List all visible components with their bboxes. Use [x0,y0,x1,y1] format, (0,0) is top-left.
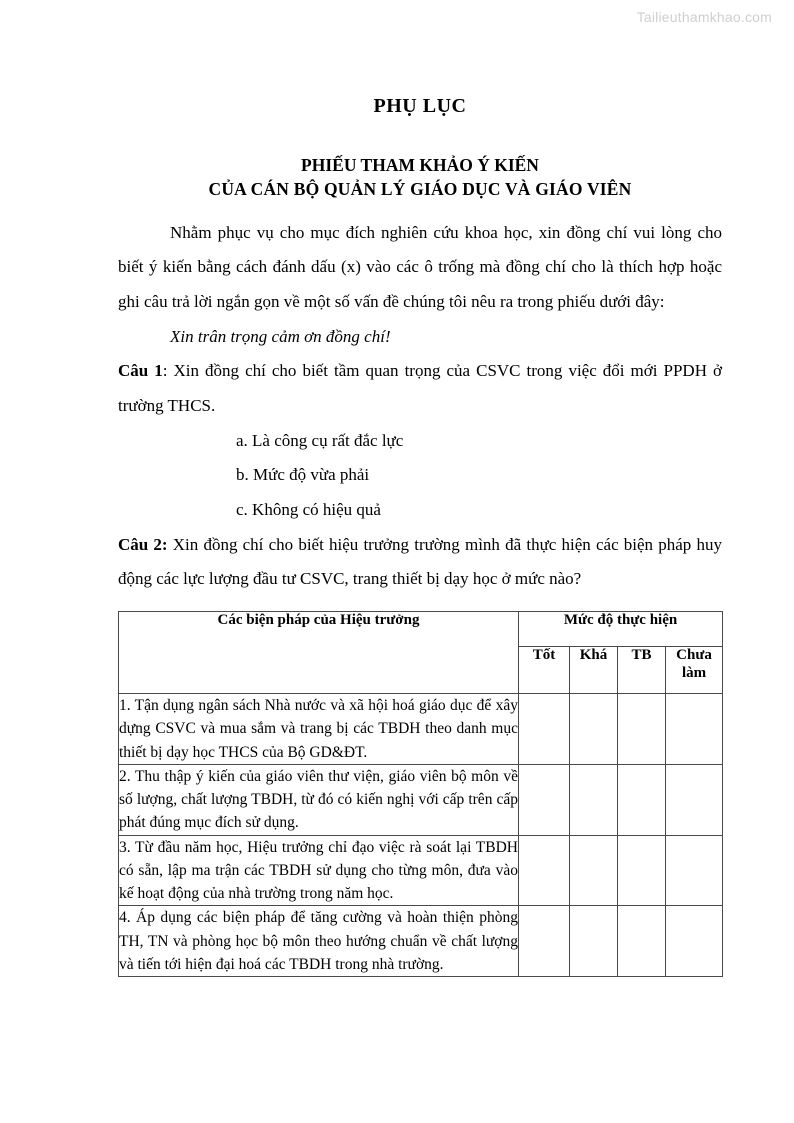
checkbox-cell-2-chua-lam[interactable] [666,764,723,835]
table-row [119,906,723,977]
table-row [119,835,723,906]
checkbox-cell-2-kha[interactable] [570,764,618,835]
checkbox-cell-3-tot[interactable] [519,835,570,906]
checkbox-cell-1-chua-lam[interactable] [666,694,723,765]
subtitle-line-2: CỦA CÁN BỘ QUẢN LÝ GIÁO DỤC VÀ GIÁO VIÊN [208,178,632,199]
checkbox-cell-2-tot[interactable] [519,764,570,835]
checkbox-cell-3-chua-lam[interactable] [666,835,723,906]
checkbox-cell-4-tot[interactable] [519,906,570,977]
checkbox-cell-2-tb[interactable] [618,764,666,835]
document-subtitle [118,154,722,201]
question-1-text: : Xin đồng chí cho biết tầm quan trọng của CSVC trong việc đổi mới PPDH ở trường THCS. [118,361,722,416]
column-header-measures: Các biện pháp của Hiệu trưởng [119,612,519,694]
checkbox-cell-1-tot[interactable] [519,694,570,765]
header-row-1 [119,612,723,647]
checkbox-cell-3-kha[interactable] [570,835,618,906]
question-1-label: Câu 1 [118,361,163,381]
survey-table-header [119,612,723,694]
measure-text-2: 2. Thu thập ý kiến của giáo viên thư viện, giáo viên bộ môn về số lượng, chất lượng TBDH, từ đó có kiến nghị với cấp trên cấp phát đúng mục đích sử dụng. [119,764,519,835]
table-row [119,764,723,835]
page-title: PHỤ LỤC [373,95,467,117]
measure-text-3: 3. Từ đầu năm học, Hiệu trưởng chỉ đạo việc rà soát lại TBDH có sẵn, lập ma trận các TBDH sử dụng cho từng môn, đưa vào kế hoạt động của nhà trường trong năm học. [119,835,519,906]
column-header-level-group: Mức độ thực hiện [519,612,723,647]
chua-lam-line-2: làm [681,664,707,681]
option-b[interactable]: b. Mức độ vừa phải [236,465,370,485]
checkbox-cell-3-tb[interactable] [618,835,666,906]
column-header-tb: TB [618,647,666,694]
survey-table-body [119,694,723,977]
measure-text-4: 4. Áp dụng các biện pháp để tăng cường và hoàn thiện phòng TH, TN và phòng học bộ môn theo hướng chuẩn về chất lượng và tiến tới hiện đại hoá các TBDH trong nhà trường. [119,906,519,977]
intro-paragraph: Nhằm phục vụ cho mục đích nghiên cứu khoa học, xin đồng chí vui lòng cho biết ý kiến bằng cách đánh dấu (x) vào các ô trống mà đồng chí cho là thích hợp hoặc ghi câu trả lời ngắn gọn về một số vấn đề chúng tôi nêu ra trong phiếu dưới đây: [118,222,722,312]
checkbox-cell-4-chua-lam[interactable] [666,906,723,977]
question-1-options [118,424,722,528]
option-c[interactable]: c. Không có hiệu quả [236,500,381,520]
question-2-label: Câu 2: [118,534,168,554]
chua-lam-line-1: Chưa [676,647,712,664]
document-content [118,0,722,977]
column-header-chua-lam [666,647,723,694]
checkbox-cell-4-tb[interactable] [618,906,666,977]
measure-text-1: 1. Tận dụng ngân sách Nhà nước và xã hội hoá giáo dục để xây dựng CSVC và mua sắm và trang bị các TBDH theo danh mục thiết bị dạy học THCS của Bộ GD&ĐT. [119,694,519,765]
column-header-tot: Tốt [519,647,570,694]
question-2-text: Xin đồng chí cho biết hiệu trưởng trường mình đã thực hiện các biện pháp huy động các lực lượng đầu tư CSVC, trang thiết bị dạy học ở mức nào? [118,534,722,589]
checkbox-cell-4-kha[interactable] [570,906,618,977]
subtitle-line-1: PHIẾU THAM KHẢO Ý KIẾN [301,155,539,175]
question-2 [118,528,722,597]
checkbox-cell-1-kha[interactable] [570,694,618,765]
checkbox-cell-1-tb[interactable] [618,694,666,765]
thanks-line: Xin trân trọng cảm ơn đồng chí! [170,326,391,346]
survey-table [118,611,723,977]
question-1 [118,354,722,423]
watermark-text: Tailieuthamkhao.com [636,9,772,25]
option-a[interactable]: a. Là công cụ rất đắc lực [236,430,404,450]
column-header-kha: Khá [570,647,618,694]
table-row [119,694,723,765]
